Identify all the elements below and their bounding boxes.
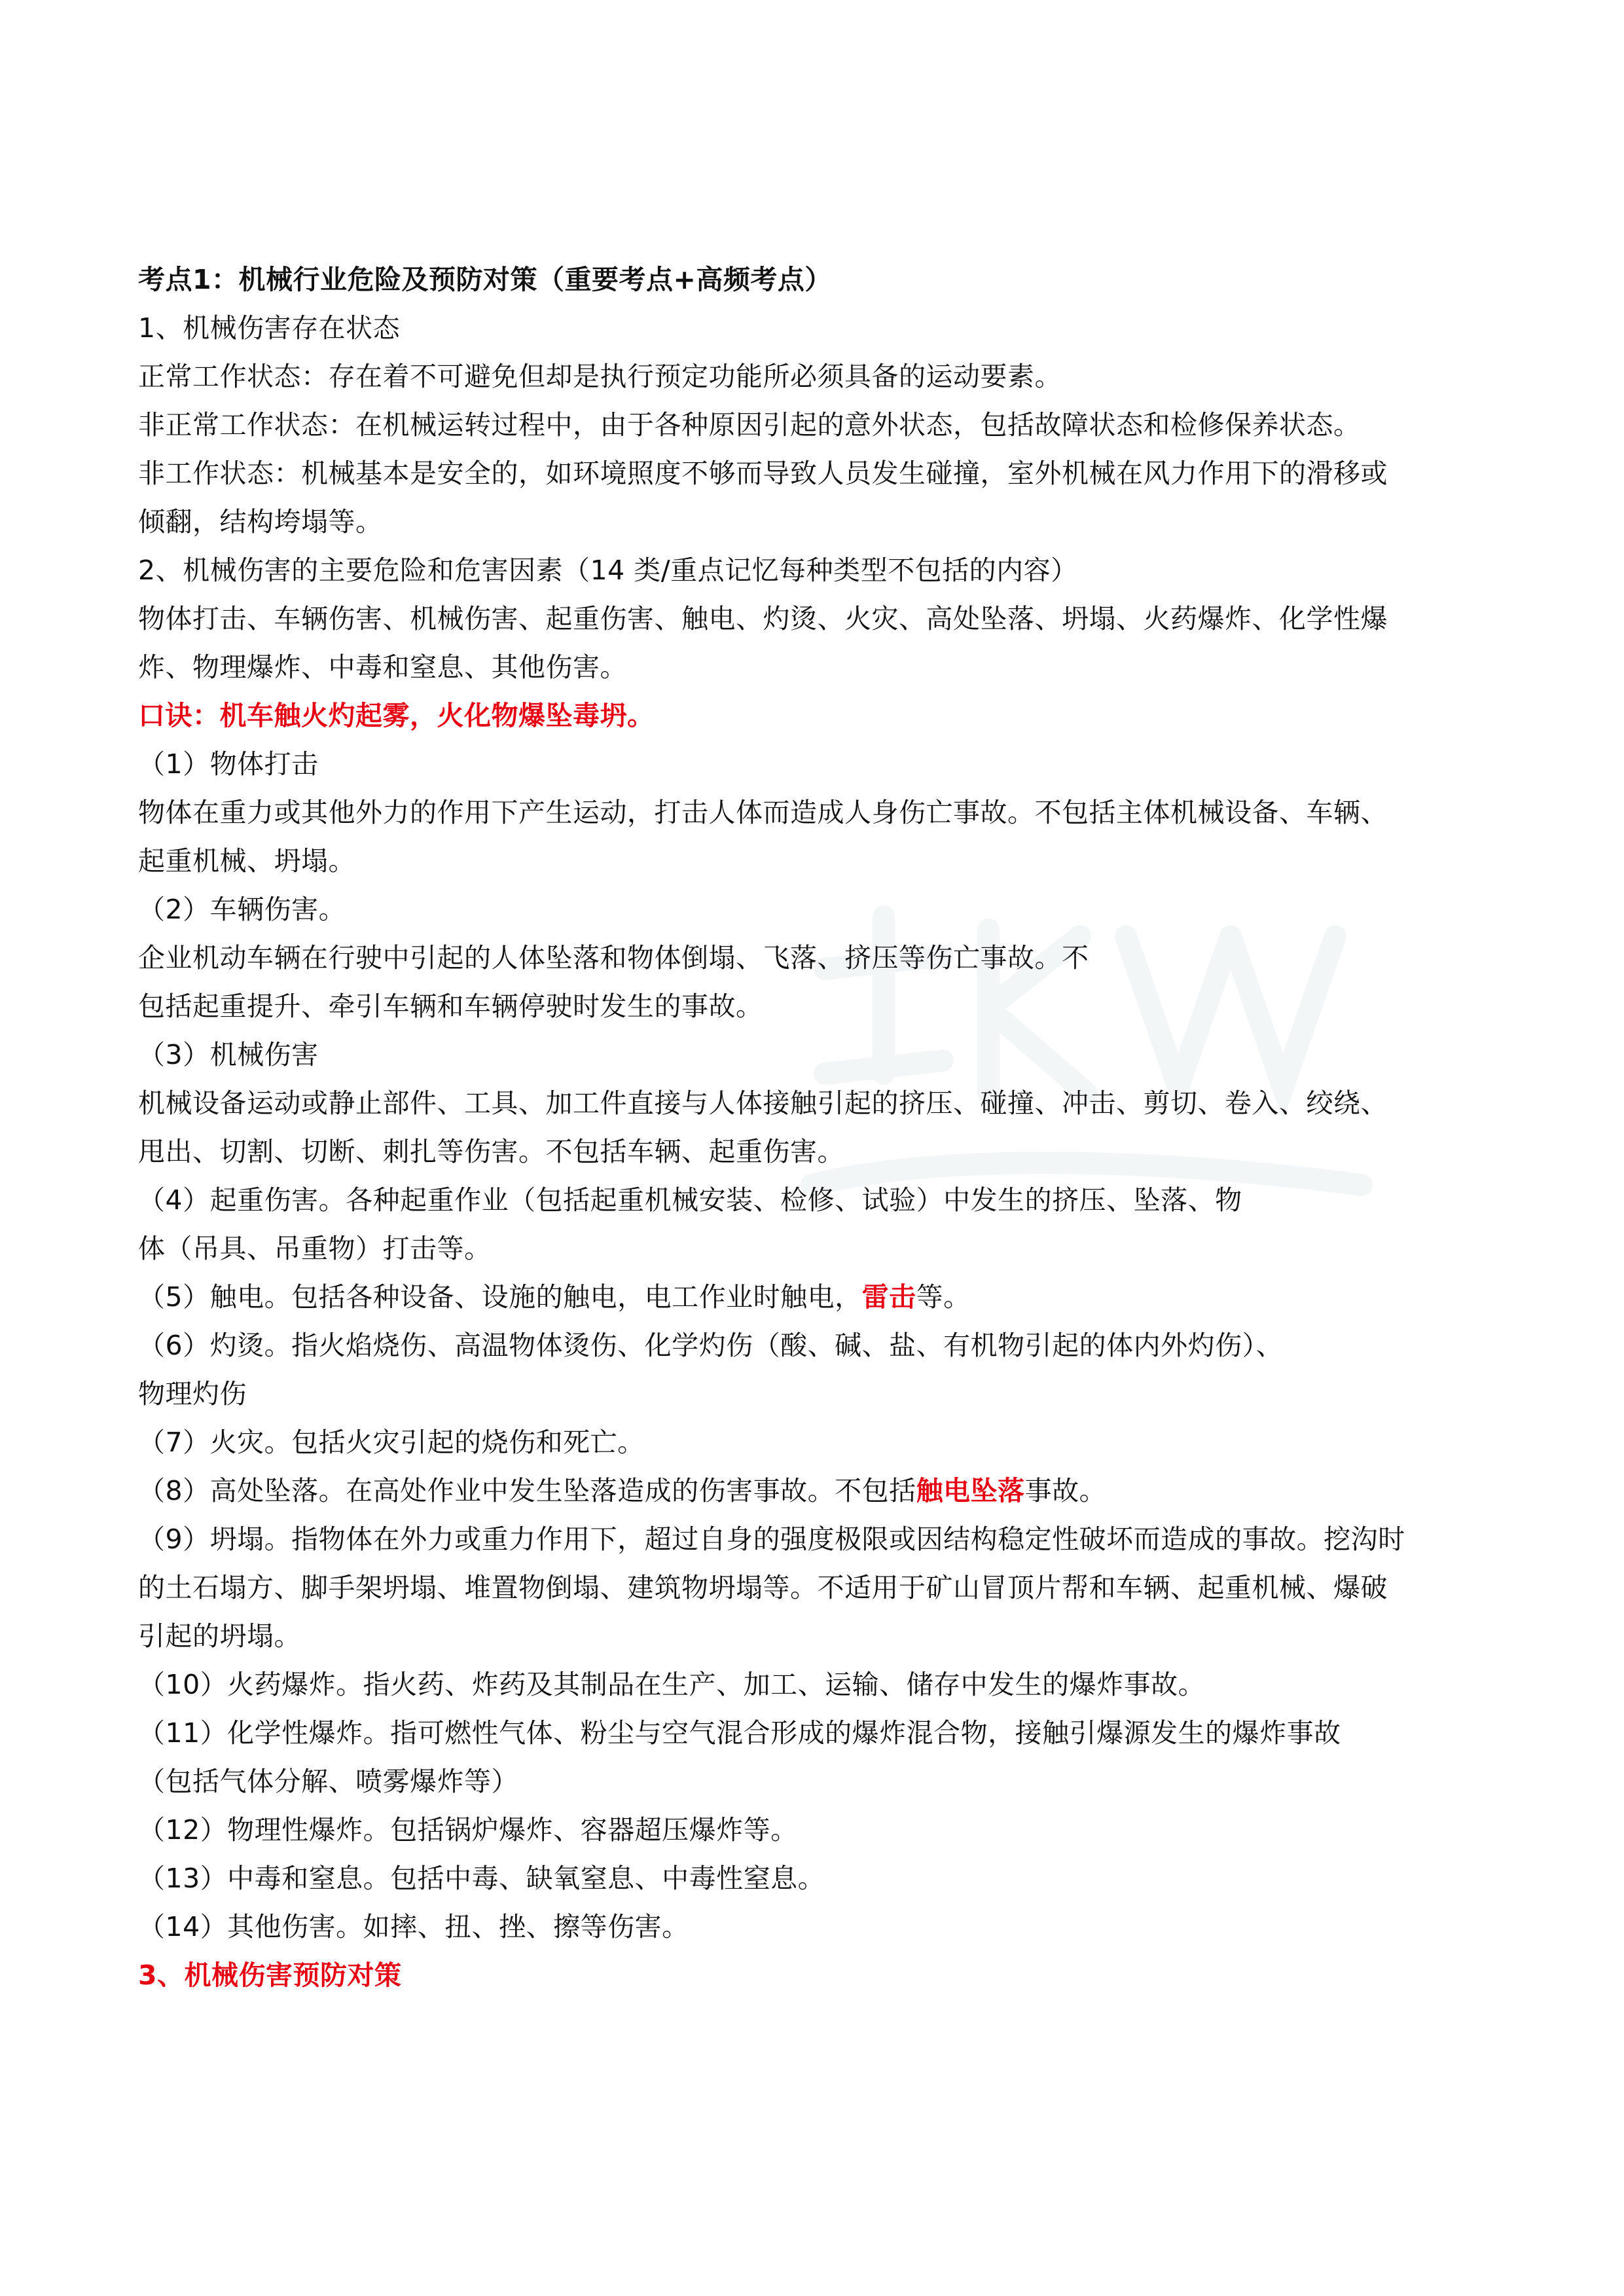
item-3-text: 机械设备运动或静止部件、工具、加工件直接与人体接触引起的挤压、碰撞、冲击、剪切、卷入、绞绕、 [138,1087,1388,1119]
item-1-title: （1）物体打击 [138,748,319,780]
item-5-pre: （5）触电。包括各种设备、设施的触电，电工作业时触电， [138,1281,862,1313]
paragraph-nonwork-state-cont: 倾翻，结构垮塌等。 [138,506,383,538]
subsection-title-1: 1、机械伤害存在状态 [138,312,401,344]
paragraph-abnormal-state: 非正常工作状态：在机械运转过程中，由于各种原因引起的意外状态，包括故障状态和检修保养状态。 [138,409,1361,441]
item-3-text-cont: 甩出、切割、切断、刺扎等伤害。不包括车辆、起重伤害。 [138,1136,844,1167]
item-10-text: （10）火药爆炸。指火药、炸药及其制品在生产、加工、运输、储存中发生的爆炸事故。 [138,1669,1206,1700]
item-1-text-cont: 起重机械、坍塌。 [138,845,355,877]
item-8-text [138,1467,1500,1515]
item-6-text-cont: 物理灼伤 [138,1378,247,1410]
paragraph-nonwork-state: 非工作状态：机械基本是安全的，如环境照度不够而导致人员发生碰撞，室外机械在风力作用下的滑移或 [138,458,1388,489]
item-4-text-cont: 体（吊具、吊重物）打击等。 [138,1233,492,1264]
item-9-text-cont-2: 引起的坍塌。 [138,1620,301,1652]
subsection-title-2: 2、机械伤害的主要危险和危害因素（14 类/重点记忆每种类型不包括的内容） [138,555,1078,586]
item-13-text: （13）中毒和窒息。包括中毒、缺氧窒息、中毒性窒息。 [138,1863,825,1894]
item-1-text: 物体在重力或其他外力的作用下产生运动，打击人体而造成人身伤亡事故。不包括主体机械设备、车辆、 [138,797,1388,828]
item-2-text-cont: 包括起重提升、牵引车辆和车辆停驶时发生的事故。 [138,991,763,1022]
document-body [138,255,1500,1999]
item-11-text: （11）化学性爆炸。指可燃性气体、粉尘与空气混合形成的爆炸混合物，接触引爆源发生的爆炸事故 [138,1717,1341,1749]
item-7-text: （7）火灾。包括火灾引起的烧伤和死亡。 [138,1427,645,1458]
item-2-title: （2）车辆伤害。 [138,894,346,925]
item-8-pre: （8）高处坠落。在高处作业中发生坠落造成的伤害事故。不包括 [138,1475,916,1506]
section-heading: 考点1：机械行业危险及预防对策（重要考点+高频考点） [138,264,832,295]
item-9-text: （9）坍塌。指物体在外力或重力作用下，超过自身的强度极限或因结构稳定性破坏而造成的事故。挖沟时 [138,1523,1405,1555]
item-14-text: （14）其他伤害。如摔、扭、挫、擦等伤害。 [138,1911,689,1942]
item-3-title: （3）机械伤害 [138,1039,319,1070]
item-5-text [138,1273,1500,1321]
item-5-post: 等。 [916,1281,971,1313]
item-9-text-cont: 的土石塌方、脚手架坍塌、堆置物倒塌、建筑物坍塌等。不适用于矿山冒顶片帮和车辆、起重机械、爆破 [138,1572,1388,1603]
item-5-highlight: 雷击 [861,1281,916,1313]
item-2-text: 企业机动车辆在行驶中引起的人体坠落和物体倒塌、飞落、挤压等伤亡事故。不 [138,942,1089,974]
item-12-text: （12）物理性爆炸。包括锅炉爆炸、容器超压爆炸等。 [138,1814,798,1846]
mnemonic: 口诀：机车触火灼起雾，火化物爆坠毒坍。 [138,700,655,731]
item-11-text-cont: （包括气体分解、喷雾爆炸等） [138,1766,518,1797]
paragraph-normal-state: 正常工作状态：存在着不可避免但却是执行预定功能所必须具备的运动要素。 [138,361,1062,392]
item-8-post: 事故。 [1024,1475,1107,1506]
item-8-highlight: 触电坠落 [916,1475,1025,1506]
item-6-text: （6）灼烫。指火焰烧伤、高温物体烫伤、化学灼伤（酸、碱、盐、有机物引起的体内外灼伤）、 [138,1330,1284,1361]
item-4-text: （4）起重伤害。各种起重作业（包括起重机械安装、检修、试验）中发生的挤压、坠落、物 [138,1184,1242,1216]
hazard-list: 物体打击、车辆伤害、机械伤害、起重伤害、触电、灼烫、火灾、高处坠落、坍塌、火药爆炸、化学性爆 [138,603,1388,634]
hazard-list-cont: 炸、物理爆炸、中毒和窒息、其他伤害。 [138,651,627,683]
subsection-title-3: 3、机械伤害预防对策 [138,1959,402,1991]
